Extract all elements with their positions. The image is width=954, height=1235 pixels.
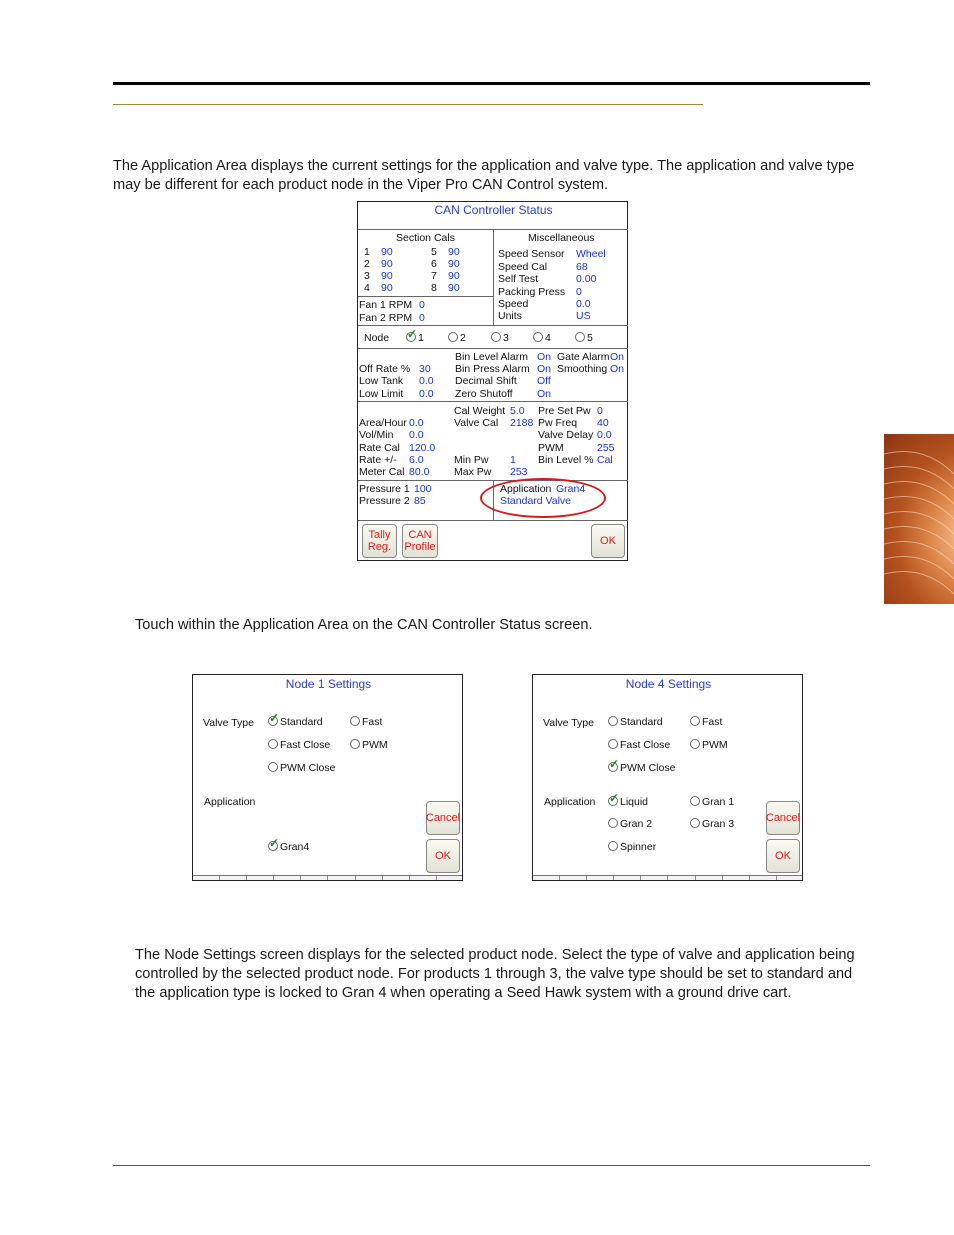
- option-label: Gran 2: [620, 818, 653, 830]
- setting-label: Area/Hour: [359, 417, 407, 429]
- intro-paragraph: The Application Area displays the current settings for the application and valve type. The application and valve type may be different for each product node in the Viper Pro CAN Control system.: [113, 158, 855, 193]
- setting-value: On: [537, 351, 552, 363]
- option-liquid[interactable]: [608, 796, 648, 808]
- radio-icon: [608, 818, 618, 828]
- setting-value: 2188: [510, 417, 534, 429]
- radio-checked-icon: [406, 332, 416, 342]
- valve-type-label: Valve Type: [543, 717, 594, 729]
- fan1-value: 0: [419, 299, 425, 311]
- radio-icon: [608, 841, 618, 851]
- option-label: PWM Close: [620, 762, 676, 774]
- setting-label: Pre Set Pw: [538, 405, 591, 417]
- setting-value: On: [537, 388, 552, 400]
- section-num: 5: [431, 246, 437, 258]
- keyboard-strip: [533, 875, 803, 881]
- fan1-label: Fan 1 RPM: [359, 299, 413, 311]
- radio-icon: [533, 332, 543, 342]
- misc-label: Speed: [498, 298, 529, 310]
- radio-icon: [608, 716, 618, 726]
- section-num: 3: [364, 270, 370, 282]
- setting-label: Pw Freq: [538, 417, 578, 429]
- option-label: Spinner: [620, 841, 657, 853]
- setting-label: Max Pw: [454, 466, 492, 478]
- pressure2-label: Pressure 2: [359, 495, 410, 507]
- node-radio-3[interactable]: [491, 332, 509, 344]
- option-standard[interactable]: [608, 716, 663, 728]
- option-fast[interactable]: [350, 716, 382, 728]
- setting-value: On: [610, 363, 625, 375]
- option-label: Gran 1: [702, 796, 735, 808]
- setting-label: Off Rate %: [359, 363, 411, 375]
- fan2-label: Fan 2 RPM: [359, 312, 413, 324]
- divider: [358, 348, 628, 349]
- option-label: Liquid: [620, 796, 649, 808]
- node-radio-5[interactable]: [575, 332, 593, 344]
- valve-type-value: Standard Valve: [500, 495, 572, 507]
- setting-value: 0.0: [409, 429, 424, 441]
- option-label: Fast: [362, 716, 383, 728]
- option-label: PWM: [702, 739, 728, 751]
- misc-value: Wheel: [576, 248, 606, 260]
- option-gran3[interactable]: [690, 818, 734, 830]
- radio-icon: [690, 796, 700, 806]
- setting-value: 255: [597, 442, 615, 454]
- divider: [358, 325, 628, 326]
- setting-label: Vol/Min: [359, 429, 394, 441]
- section-cal-value: 90: [381, 258, 393, 270]
- button-line: Profile: [404, 541, 436, 553]
- setting-value: 0.0: [597, 429, 612, 441]
- setting-label: Bin Level %: [538, 454, 594, 466]
- option-spinner[interactable]: [608, 841, 656, 853]
- divider: [358, 296, 493, 297]
- misc-value: 0.00: [576, 273, 597, 285]
- node-radio-4[interactable]: [533, 332, 551, 344]
- ok-button[interactable]: OK: [591, 524, 625, 558]
- setting-value: 1: [510, 454, 516, 466]
- option-label: Fast Close: [620, 739, 671, 751]
- option-fast-close[interactable]: [608, 739, 670, 751]
- setting-value: 40: [597, 417, 609, 429]
- option-gran2[interactable]: [608, 818, 652, 830]
- valve-type-label: Valve Type: [203, 717, 254, 729]
- setting-value: 120.0: [409, 442, 436, 454]
- setting-label: Gate Alarm: [557, 351, 610, 363]
- pressure1-label: Pressure 1: [359, 483, 410, 495]
- application-label: Application: [500, 483, 552, 495]
- setting-value: 0.0: [419, 388, 434, 400]
- cancel-button[interactable]: Cancel: [766, 801, 800, 835]
- option-label: Standard: [280, 716, 323, 728]
- button-label: [404, 529, 435, 553]
- button-line: CAN: [408, 529, 432, 541]
- node-radio-label: 1: [418, 332, 424, 344]
- divider: [358, 520, 628, 521]
- setting-value: 5.0: [510, 405, 525, 417]
- header-rule: [113, 82, 870, 85]
- radio-icon: [350, 739, 360, 749]
- section-cal-value: 90: [381, 270, 393, 282]
- node-radio-label: 4: [545, 332, 551, 344]
- section-cal-value: 90: [381, 246, 393, 258]
- application-label: Application: [204, 796, 256, 808]
- option-label: Gran 3: [702, 818, 735, 830]
- setting-value: 0.0: [409, 417, 424, 429]
- screen-title: Node 1 Settings: [285, 677, 372, 691]
- setting-value: 0.0: [419, 375, 434, 387]
- radio-icon: [448, 332, 458, 342]
- radio-icon: [608, 739, 618, 749]
- step-paragraph: Touch within the Application Area on the CAN Controller Status screen.: [135, 617, 593, 633]
- setting-label: Valve Delay: [538, 429, 594, 441]
- application-label: Application: [544, 796, 596, 808]
- setting-label: Meter Cal: [359, 466, 405, 478]
- setting-value: 253: [510, 466, 528, 478]
- can-profile-button[interactable]: [402, 524, 438, 558]
- radio-icon: [690, 716, 700, 726]
- option-label: Fast: [702, 716, 723, 728]
- section-rule: [113, 104, 703, 105]
- cancel-button[interactable]: Cancel: [426, 801, 460, 835]
- misc-value: US: [576, 310, 591, 322]
- radio-icon: [350, 716, 360, 726]
- setting-label: PWM: [538, 442, 564, 454]
- section-num: 7: [431, 270, 437, 282]
- misc-value: 0: [576, 286, 582, 298]
- fan2-value: 0: [419, 312, 425, 324]
- node-radio-label: 3: [503, 332, 509, 344]
- setting-label: Rate +/-: [359, 454, 397, 466]
- misc-header: Miscellaneous: [528, 232, 595, 244]
- setting-label: Decimal Shift: [455, 375, 517, 387]
- setting-value: 30: [419, 363, 431, 375]
- misc-label: Packing Press: [498, 286, 566, 298]
- section-cal-value: 90: [448, 282, 460, 294]
- option-pwm-close[interactable]: [268, 762, 335, 774]
- screen-title: CAN Controller Status: [434, 203, 553, 217]
- radio-icon: [575, 332, 585, 342]
- tally-reg-button[interactable]: [362, 524, 397, 558]
- setting-label: Cal Weight: [454, 405, 506, 417]
- setting-label: Rate Cal: [359, 442, 400, 454]
- section-num: 8: [431, 282, 437, 294]
- setting-label: Min Pw: [454, 454, 489, 466]
- node-radio-label: 5: [587, 332, 593, 344]
- setting-label: Bin Press Alarm: [455, 363, 530, 375]
- node-radio-2[interactable]: [448, 332, 466, 344]
- misc-label: Self Test: [498, 273, 539, 285]
- node4-settings-screen[interactable]: [532, 674, 803, 881]
- misc-label: Speed Cal: [498, 261, 548, 273]
- section-cal-value: 90: [448, 258, 460, 270]
- highlight-circle: [480, 478, 606, 518]
- divider: [358, 401, 628, 402]
- ok-button[interactable]: OK: [426, 839, 460, 873]
- radio-icon: [690, 739, 700, 749]
- option-label: Gran4: [280, 841, 310, 853]
- application-value: Gran4: [556, 483, 586, 495]
- node-label: Node: [364, 332, 390, 344]
- setting-value: Cal: [597, 454, 613, 466]
- radio-checked-icon: [268, 841, 278, 851]
- node1-settings-screen[interactable]: [192, 674, 463, 881]
- divider: [493, 229, 494, 325]
- radio-checked-icon: [608, 762, 618, 772]
- radio-icon: [268, 739, 278, 749]
- option-pwm[interactable]: [350, 739, 388, 751]
- option-fast[interactable]: [690, 716, 722, 728]
- footer-rule: [113, 1165, 870, 1166]
- button-label: [368, 529, 391, 553]
- section-num: 2: [364, 258, 370, 270]
- setting-value: On: [610, 351, 625, 363]
- setting-value: Off: [537, 375, 551, 387]
- setting-label: Low Limit: [359, 388, 404, 400]
- option-label: Fast Close: [280, 739, 331, 751]
- radio-checked-icon: [268, 716, 278, 726]
- misc-value: 0.0: [576, 298, 591, 310]
- setting-label: Zero Shutoff: [455, 388, 513, 400]
- pressure2-value: 85: [414, 495, 426, 507]
- section-cal-value: 90: [448, 270, 460, 282]
- section-num: 1: [364, 246, 370, 258]
- node-radio-label: 2: [460, 332, 466, 344]
- setting-label: Smoothing: [557, 363, 608, 375]
- radio-icon: [268, 762, 278, 772]
- pressure1-value: 100: [414, 483, 432, 495]
- setting-label: Valve Cal: [454, 417, 499, 429]
- button-line: Tally: [368, 529, 391, 541]
- node-settings-paragraph: The Node Settings screen displays for the selected product node. Select the type of valve and application being controlled by the selected product node. For products 1 through 3, the valve type should be set to standard and the application type is locked to Gran 4 when operating a Seed Hawk system with a ground drive cart.: [135, 947, 855, 1001]
- radio-icon: [690, 818, 700, 828]
- keyboard-strip: [193, 875, 463, 881]
- setting-value: 0: [597, 405, 603, 417]
- section-num: 6: [431, 258, 437, 270]
- radio-icon: [491, 332, 501, 342]
- option-pwm[interactable]: [690, 739, 728, 751]
- option-fast-close[interactable]: [268, 739, 330, 751]
- option-gran4[interactable]: [268, 841, 309, 853]
- setting-value: 6.0: [409, 454, 424, 466]
- misc-label: Speed Sensor: [498, 248, 565, 260]
- section-cals-header: Section Cals: [396, 232, 455, 244]
- section-cal-value: 90: [381, 282, 393, 294]
- chapter-tab-image: [884, 434, 954, 604]
- radio-checked-icon: [608, 796, 618, 806]
- option-gran1[interactable]: [690, 796, 734, 808]
- setting-value: 80.0: [409, 466, 430, 478]
- setting-label: Bin Level Alarm: [455, 351, 528, 363]
- option-label: PWM Close: [280, 762, 336, 774]
- section-cal-value: 90: [448, 246, 460, 258]
- option-label: Standard: [620, 716, 663, 728]
- option-label: PWM: [362, 739, 388, 751]
- misc-value: 68: [576, 261, 588, 273]
- button-line: Reg.: [367, 541, 392, 553]
- option-standard[interactable]: [268, 716, 323, 728]
- ok-button[interactable]: OK: [766, 839, 800, 873]
- option-pwm-close[interactable]: [608, 762, 675, 774]
- misc-label: Units: [498, 310, 522, 322]
- screen-title: Node 4 Settings: [625, 677, 712, 691]
- node-radio-1[interactable]: [406, 332, 424, 344]
- section-num: 4: [364, 282, 370, 294]
- can-controller-status-screen[interactable]: [357, 201, 628, 561]
- setting-label: Low Tank: [359, 375, 404, 387]
- setting-value: On: [537, 363, 552, 375]
